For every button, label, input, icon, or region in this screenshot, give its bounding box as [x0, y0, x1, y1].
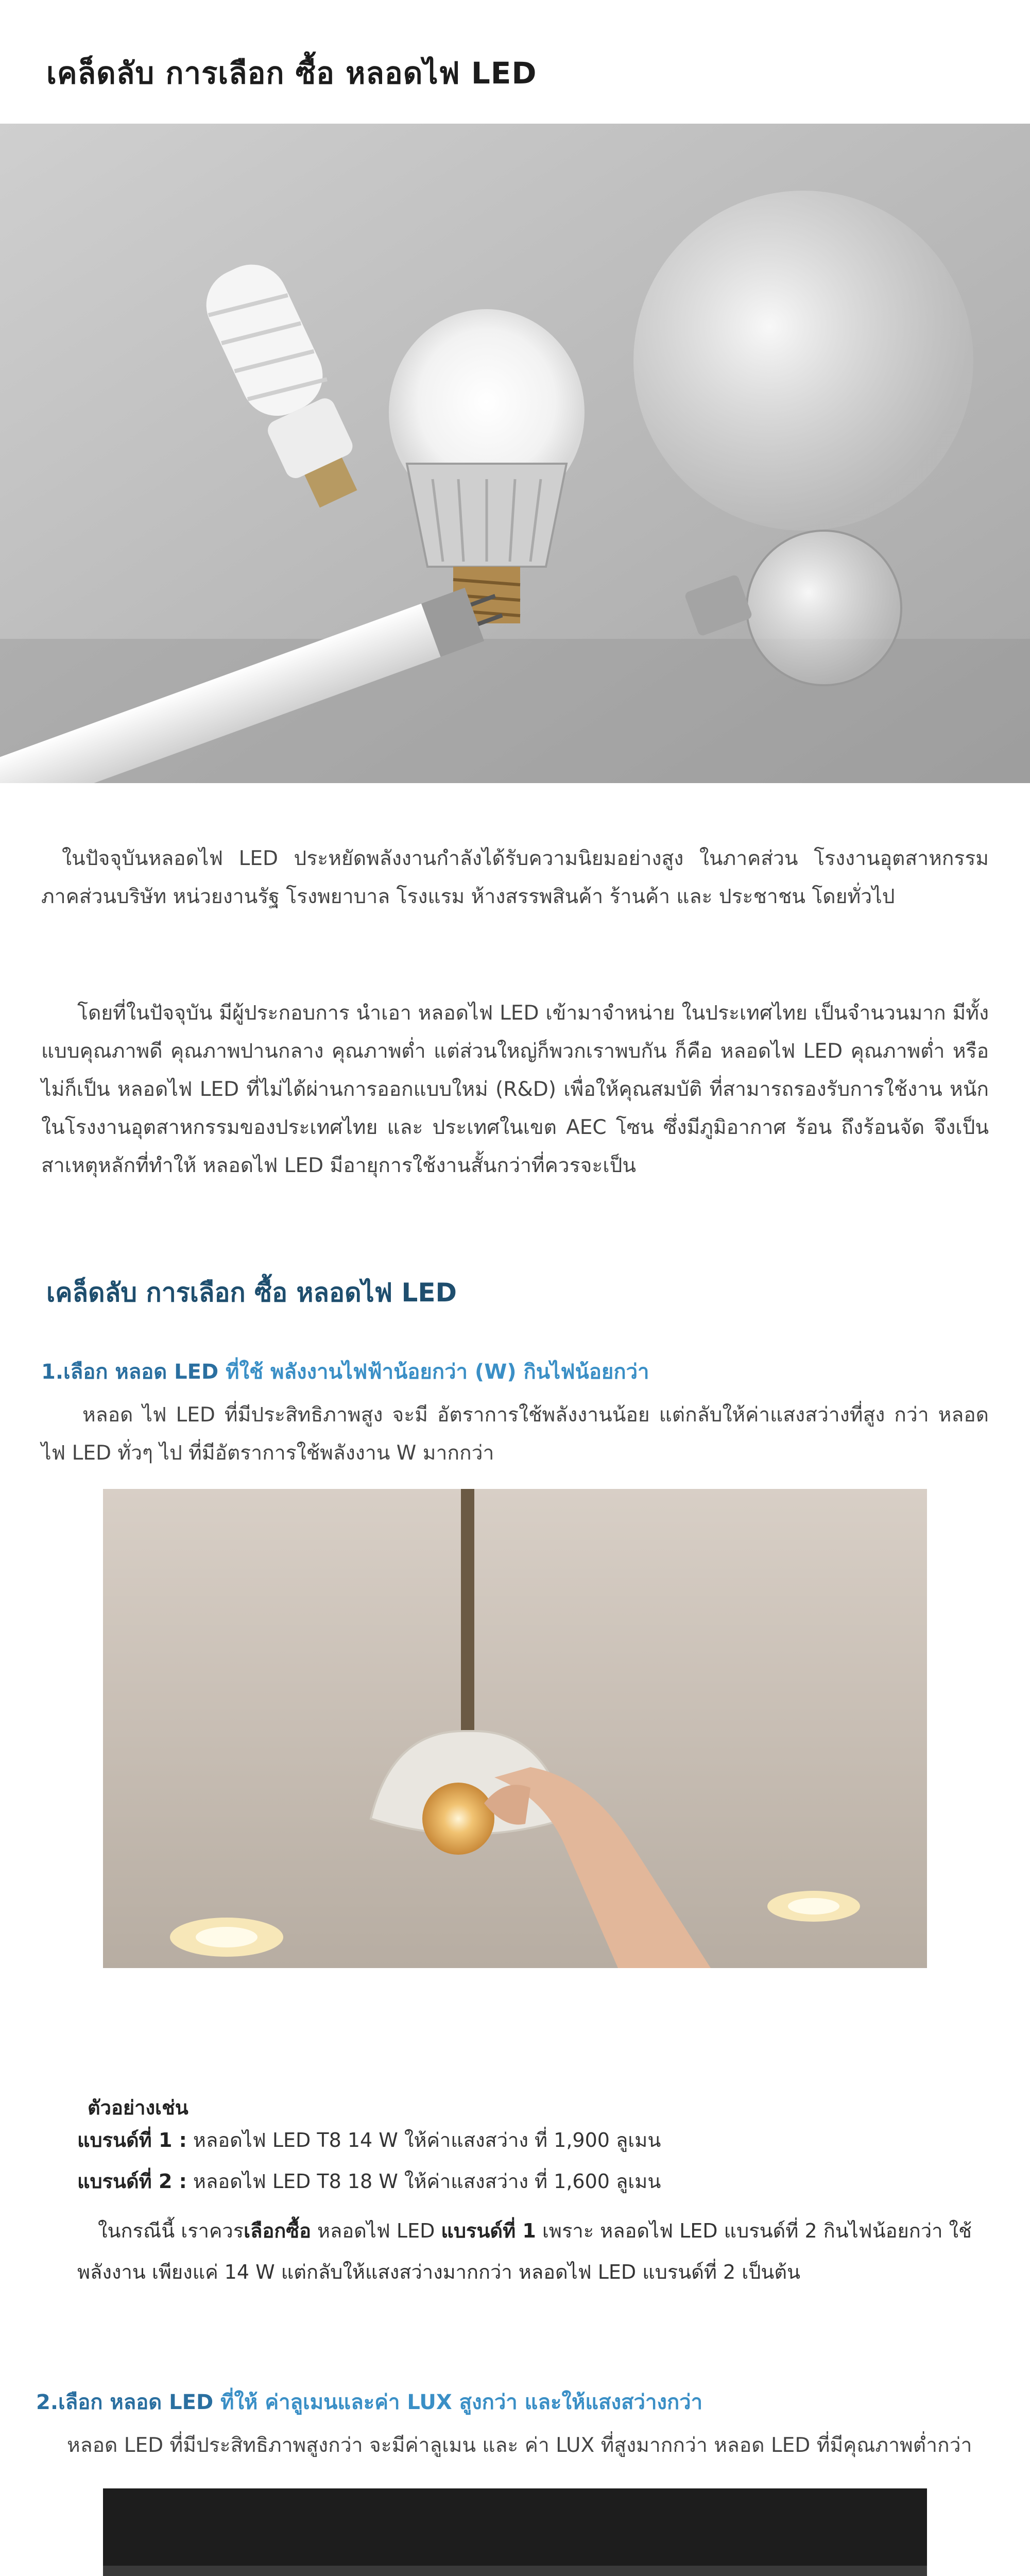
tip1-brand2-text: หลอดไฟ LED T8 18 W ให้ค่าแสงสว่าง ที่ 1,600 ลูเมน [186, 2170, 661, 2193]
tip1-image-hand-bulb [103, 1489, 927, 1968]
tip1-brand2 [77, 2164, 661, 2199]
tip2-image-bulb-row [103, 2488, 927, 2576]
tip1-example-label: ตัวอย่างเช่น [88, 2096, 188, 2119]
tip1-brand1-text: หลอดไฟ LED T8 14 W ให้ค่าแสงสว่าง ที่ 1,900 ลูเมน [186, 2129, 661, 2151]
tip1-brand2-label: แบรนด์ที่ 2 : [77, 2170, 187, 2193]
tip1-conclusion [77, 2210, 989, 2293]
tip1-conclusion-c: หลอดไฟ LED [311, 2219, 441, 2242]
tip2-heading [36, 2385, 702, 2418]
hero-image-bulbs [0, 124, 1030, 783]
section-heading: เคล็ดลับ การเลือก ซื้อ หลอดไฟ LED [46, 1278, 457, 1308]
tip1-conclusion-e: เพราะ หลอดไฟ LED แบรนด์ที่ 2 กินไฟน้อยกว่า ใช้พลังงาน เพียงแค่ 14 W แต่กลับให้แสงสว่างมากกว่า หลอดไฟ LED แบรนด์ที่ 2 เป็นต้น [77, 2219, 972, 2283]
tip2-heading-highlight: ที่ให้ ค่าลูเมนและค่า LUX สูงกว่า และให้แสงสว่างกว่า [220, 2391, 703, 2414]
intro-paragraph-2: โดยที่ในปัจจุบัน มีผู้ประกอบการ นำเอา หลอดไฟ LED เข้ามาจำหน่าย ในประเทศไทย เป็นจำนวนมาก มีทั้งแบบคุณภาพดี คุณภาพปานกลาง คุณภาพต่ำ แต่ส่วนใหญ่ก็พวกเราพบกัน ก็คือ หลอดไฟ LED คุณภาพต่ำ หรือ ไม่ก็เป็น หลอดไฟ LED ที่ไม่ได้ผ่านการออกแบบใหม่ (R&D) เพื่อให้คุณสมบัติ ที่สามารถรองรับการใช้งาน หนักในโรงงานอุตสาหกรรมของประเทศไทย และ ประเทศในเขต AEC โซน ซึ่งมีภูมิอากาศ ร้อน ถึงร้อนจัด จึงเป็นสาเหตุหลักที่ทำให้ หลอดไฟ LED มีอายุการใช้งานสั้นกว่าที่ควรจะเป็น [41, 1002, 989, 1177]
tip1-body: หลอด ไฟ LED ที่มีประสิทธิภาพสูง จะมี อัตราการใช้พลังงานน้อย แต่กลับให้ค่าแสงสว่างที่สูง กว่า หลอดไฟ LED ทั่วๆ ไป ที่มีอัตราการใช้พลังงาน W มากกว่า [41, 1403, 989, 1465]
tip1-heading-highlight: ที่ใช้ พลังงานไฟฟ้าน้อยกว่า (W) กินไฟน้อยกว่า [226, 1360, 649, 1384]
tip2-body: หลอด LED ที่มีประสิทธิภาพสูงกว่า จะมีค่าลูเมน และ ค่า LUX ที่สูงมากกว่า หลอด LED ที่มีคุณภาพต่ำกว่า [67, 2434, 972, 2457]
tip1-brand1 [77, 2123, 661, 2158]
tip1-conclusion-b: เลือกซื้อ [244, 2219, 311, 2242]
tip1-heading-prefix: 1.เลือก หลอด LED [41, 1360, 226, 1384]
tip1-conclusion-a: ในกรณีนี้ เราควร [98, 2219, 244, 2242]
tip1-brand1-label: แบรนด์ที่ 1 : [77, 2129, 187, 2151]
tip1-conclusion-d: แบรนด์ที่ 1 [441, 2219, 536, 2242]
intro-paragraph-1: ในปัจจุบันหลอดไฟ LED ประหยัดพลังงานกำลังได้รับความนิยมอย่างสูง ในภาคส่วน โรงงานอุตสาหกรรม ภาคส่วนบริษัท หน่วยงานรัฐ โรงพยาบาล โรงแรม ห้างสรรพสินค้า ร้านค้า และ ประชาชน โดยทั่วไป [41, 847, 989, 908]
page-title: เคล็ดลับ การเลือก ซื้อ หลอดไฟ LED [46, 56, 537, 91]
tip1-heading [41, 1355, 649, 1388]
tip2-heading-prefix: 2.เลือก หลอด LED [36, 2391, 221, 2414]
